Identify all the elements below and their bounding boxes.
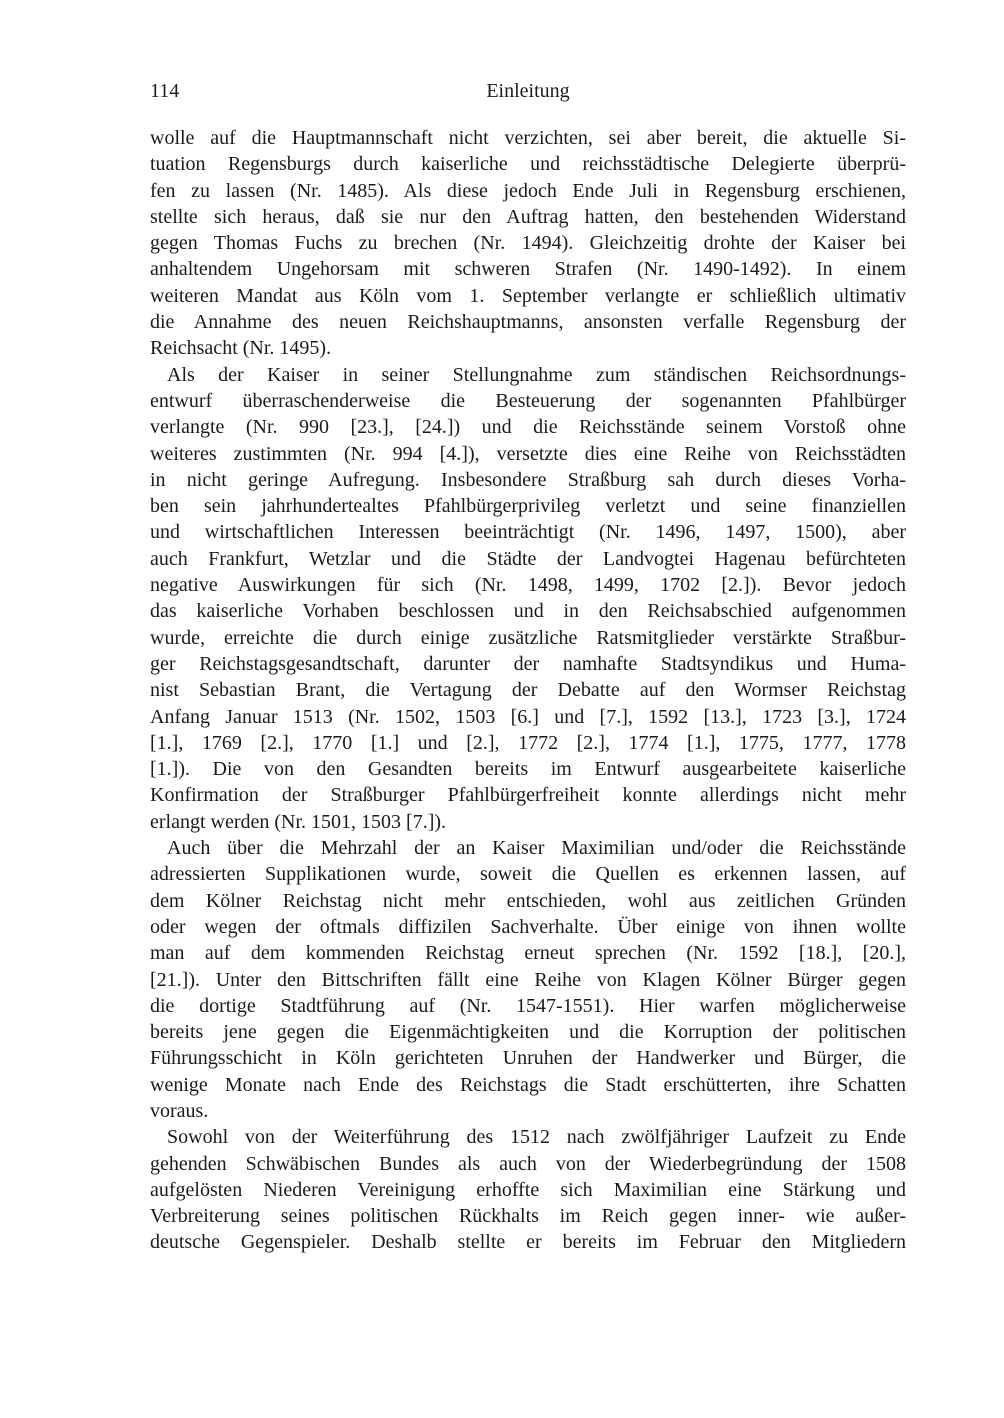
text-line: deutsche Gegenspieler. Deshalb stellte er bereits im Februar den Mitgliedern bbox=[150, 1231, 906, 1254]
paragraph bbox=[150, 362, 906, 835]
text-line: in nicht geringe Aufregung. Insbesondere Straßburg sah durch dieses Vorha- bbox=[150, 468, 906, 491]
text-line: voraus. bbox=[150, 1099, 209, 1122]
text-line: ger Reichstagsgesandtschaft, darunter der namhafte Stadtsyndikus und Huma- bbox=[150, 652, 906, 675]
text-line: fen zu lassen (Nr. 1485). Als diese jedoch Ende Juli in Regensburg erschienen, bbox=[150, 179, 906, 202]
text-line: nist Sebastian Brant, die Vertagung der Debatte auf den Wormser Reichstag bbox=[150, 679, 906, 702]
text-line: [1.], 1769 [2.], 1770 [1.] und [2.], 1772 [2.], 1774 [1.], 1775, 1777, 1778 bbox=[150, 731, 906, 754]
text-line: adressierten Supplikationen wurde, soweit die Quellen es erkennen lassen, auf bbox=[150, 863, 906, 886]
book-page bbox=[150, 0, 906, 1256]
text-line: Auch über die Mehrzahl der an Kaiser Maximilian und/oder die Reichsstände bbox=[167, 837, 906, 860]
text-line: und wirtschaftlichen Interessen beeinträchtigt (Nr. 1496, 1497, 1500), aber bbox=[150, 521, 906, 544]
text-line: aufgelösten Niederen Vereinigung erhoffte sich Maximilian eine Stärkung und bbox=[150, 1178, 906, 1201]
text-line: die Annahme des neuen Reichshauptmanns, ansonsten verfalle Regensburg der bbox=[150, 311, 906, 334]
text-line: negative Auswirkungen für sich (Nr. 1498, 1499, 1702 [2.]). Bevor jedoch bbox=[150, 574, 906, 597]
text-line: auch Frankfurt, Wetzlar und die Städte der Landvogtei Hagenau befürchteten bbox=[150, 547, 906, 570]
text-line: wolle auf die Hauptmannschaft nicht verzichten, sei aber bereit, die aktuelle Si- bbox=[150, 127, 906, 149]
text-line: Reichsacht (Nr. 1495). bbox=[150, 337, 332, 360]
text-line: wenige Monate nach Ende des Reichstags die Stadt erschütterten, ihre Schatten bbox=[150, 1073, 906, 1096]
text-line: gegen Thomas Fuchs zu brechen (Nr. 1494). Gleichzeitig drohte der Kaiser bei bbox=[150, 232, 906, 255]
running-title: Einleitung bbox=[486, 80, 570, 102]
text-line: [21.]). Unter den Bittschriften fällt eine Reihe von Klagen Kölner Bürger gegen bbox=[150, 968, 906, 991]
text-line: ben sein jahrhundertealtes Pfahlbürgerprivileg verletzt und seine finanziellen bbox=[150, 495, 906, 518]
running-head bbox=[150, 0, 906, 104]
text-line: das kaiserliche Vorhaben beschlossen und in den Reichsabschied aufgenommen bbox=[150, 600, 906, 623]
text-line: verlangte (Nr. 990 [23.], [24.]) und die Reichsstände seinem Vorstoß ohne bbox=[150, 416, 906, 439]
text-line: gehenden Schwäbischen Bundes als auch von der Wiederbegründung der 1508 bbox=[150, 1152, 906, 1175]
text-line: Verbreiterung seines politischen Rückhalts im Reich gegen inner- wie außer- bbox=[150, 1205, 906, 1228]
paragraph bbox=[150, 125, 906, 362]
text-line: bereits jene gegen die Eigenmächtigkeiten und die Korruption der politischen bbox=[150, 1021, 906, 1044]
text-line: entwurf überraschenderweise die Besteuerung der sogenannten Pfahlbürger bbox=[150, 389, 906, 412]
text-line: man auf dem kommenden Reichstag erneut sprechen (Nr. 1592 [18.], [20.], bbox=[150, 942, 906, 965]
text-line: Als der Kaiser in seiner Stellungnahme zum ständischen Reichsordnungs- bbox=[167, 363, 906, 386]
paragraph bbox=[150, 1124, 906, 1255]
text-line: Konfirmation der Straßburger Pfahlbürgerfreiheit konnte allerdings nicht mehr bbox=[150, 784, 906, 807]
text-line: weiteren Mandat aus Köln vom 1. September verlangte er schließlich ultimativ bbox=[150, 284, 906, 307]
page-number: 114 bbox=[150, 80, 180, 102]
text-line: stellte sich heraus, daß sie nur den Auftrag hatten, den bestehenden Widerstand bbox=[150, 205, 906, 228]
text-line: dem Kölner Reichstag nicht mehr entschieden, wohl aus zeitlichen Gründen bbox=[150, 889, 906, 912]
paragraph bbox=[150, 835, 906, 1124]
text-line: Anfang Januar 1513 (Nr. 1502, 1503 [6.] und [7.], 1592 [13.], 1723 [3.], 1724 bbox=[150, 705, 906, 728]
text-line: anhaltendem Ungehorsam mit schweren Strafen (Nr. 1490-1492). In einem bbox=[150, 258, 906, 281]
text-line: tuation Regensburgs durch kaiserliche und reichsstädtische Delegierte überprü- bbox=[150, 153, 906, 176]
text-line: weiteres zustimmten (Nr. 994 [4.]), versetzte dies eine Reihe von Reichsstädten bbox=[150, 442, 906, 465]
text-line: wurde, erreichte die durch einige zusätzliche Ratsmitglieder verstärkte Straßbur- bbox=[150, 626, 906, 649]
text-line: [1.]). Die von den Gesandten bereits im Entwurf ausgearbeitete kaiserliche bbox=[150, 758, 906, 781]
text-block bbox=[150, 125, 906, 1256]
text-line: oder wegen der oftmals diffizilen Sachverhalte. Über einige von ihnen wollte bbox=[150, 915, 906, 938]
text-line: erlangt werden (Nr. 1501, 1503 [7.]). bbox=[150, 810, 447, 833]
text-line: Sowohl von der Weiterführung des 1512 nach zwölfjähriger Laufzeit zu Ende bbox=[167, 1126, 906, 1149]
text-line: Führungsschicht in Köln gerichteten Unruhen der Handwerker und Bürger, die bbox=[150, 1047, 906, 1070]
text-line: die dortige Stadtführung auf (Nr. 1547-1551). Hier warfen möglicherweise bbox=[150, 994, 906, 1017]
